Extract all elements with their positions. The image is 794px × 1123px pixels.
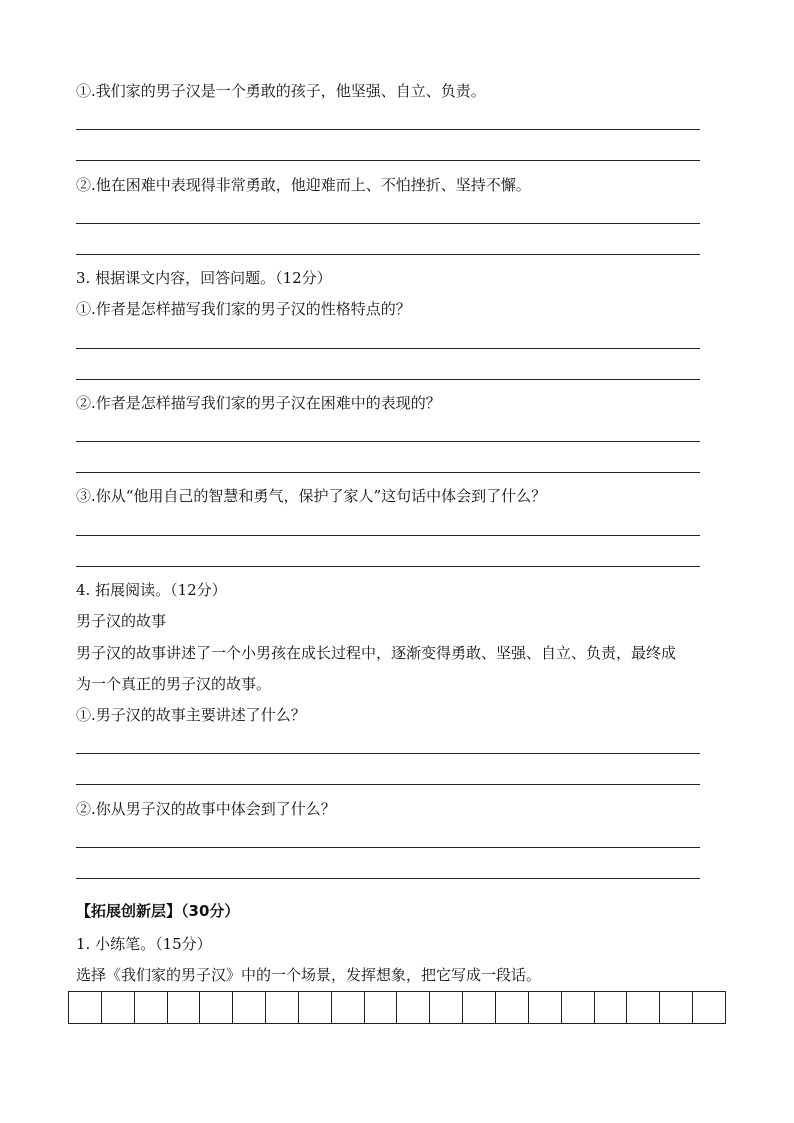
answer-line[interactable]	[76, 784, 700, 785]
answer-line[interactable]	[76, 441, 700, 442]
passage-line-1: 男子汉的故事讲述了一个小男孩在成长过程中，逐渐变得勇敢、坚强、自立、负责，最终成	[76, 644, 677, 662]
section-heading: 【拓展创新层】（30分）	[76, 902, 240, 920]
grid-cell[interactable]	[660, 992, 693, 1023]
q4-item1: ①.男子汉的故事主要讲述了什么？	[76, 706, 306, 724]
grid-cell[interactable]	[595, 992, 628, 1023]
passage-line-2: 为一个真正的男子汉的故事。	[76, 675, 272, 693]
grid-cell[interactable]	[332, 992, 365, 1023]
answer-line[interactable]	[76, 348, 700, 349]
passage-title: 男子汉的故事	[76, 612, 167, 630]
grid-cell[interactable]	[299, 992, 332, 1023]
grid-cell[interactable]	[562, 992, 595, 1023]
q2-item2: ②.他在困难中表现得非常勇敢，他迎难而上、不怕挫折、坚持不懈。	[76, 176, 531, 194]
answer-line[interactable]	[76, 129, 700, 130]
answer-line[interactable]	[76, 472, 700, 473]
answer-line[interactable]	[76, 254, 700, 255]
q3-item3: ③.你从“他用自己的智慧和勇气，保护了家人”这句话中体会到了什么？	[76, 487, 547, 505]
answer-line[interactable]	[76, 566, 700, 567]
writing-grid[interactable]	[68, 991, 726, 1024]
q3-title: 3. 根据课文内容，回答问题。（12分）	[76, 269, 332, 287]
grid-cell[interactable]	[430, 992, 463, 1023]
grid-cell[interactable]	[397, 992, 430, 1023]
grid-cell[interactable]	[102, 992, 135, 1023]
answer-line[interactable]	[76, 160, 700, 161]
q2-item1: ①.我们家的男子汉是一个勇敢的孩子，他坚强、自立、负责。	[76, 82, 486, 100]
q4-item2: ②.你从男子汉的故事中体会到了什么？	[76, 800, 336, 818]
grid-cell[interactable]	[365, 992, 398, 1023]
grid-cell[interactable]	[627, 992, 660, 1023]
q4-title: 4. 拓展阅读。（12分）	[76, 581, 227, 599]
answer-line[interactable]	[76, 535, 700, 536]
q5-instruction: 选择《我们家的男子汉》中的一个场景，发挥想象，把它写成一段话。	[76, 966, 542, 984]
grid-cell[interactable]	[693, 992, 725, 1023]
q3-item2: ②.作者是怎样描写我们家的男子汉在困难中的表现的？	[76, 394, 441, 412]
grid-cell[interactable]	[200, 992, 233, 1023]
grid-cell[interactable]	[69, 992, 102, 1023]
grid-cell[interactable]	[233, 992, 266, 1023]
grid-cell[interactable]	[463, 992, 496, 1023]
q5-title: 1. 小练笔。（15分）	[76, 935, 212, 953]
grid-cell[interactable]	[529, 992, 562, 1023]
grid-cell[interactable]	[496, 992, 529, 1023]
answer-line[interactable]	[76, 878, 700, 879]
answer-line[interactable]	[76, 379, 700, 380]
grid-cell[interactable]	[266, 992, 299, 1023]
answer-line[interactable]	[76, 847, 700, 848]
grid-cell[interactable]	[135, 992, 168, 1023]
answer-line[interactable]	[76, 753, 700, 754]
answer-line[interactable]	[76, 223, 700, 224]
grid-cell[interactable]	[168, 992, 201, 1023]
q3-item1: ①.作者是怎样描写我们家的男子汉的性格特点的？	[76, 300, 411, 318]
